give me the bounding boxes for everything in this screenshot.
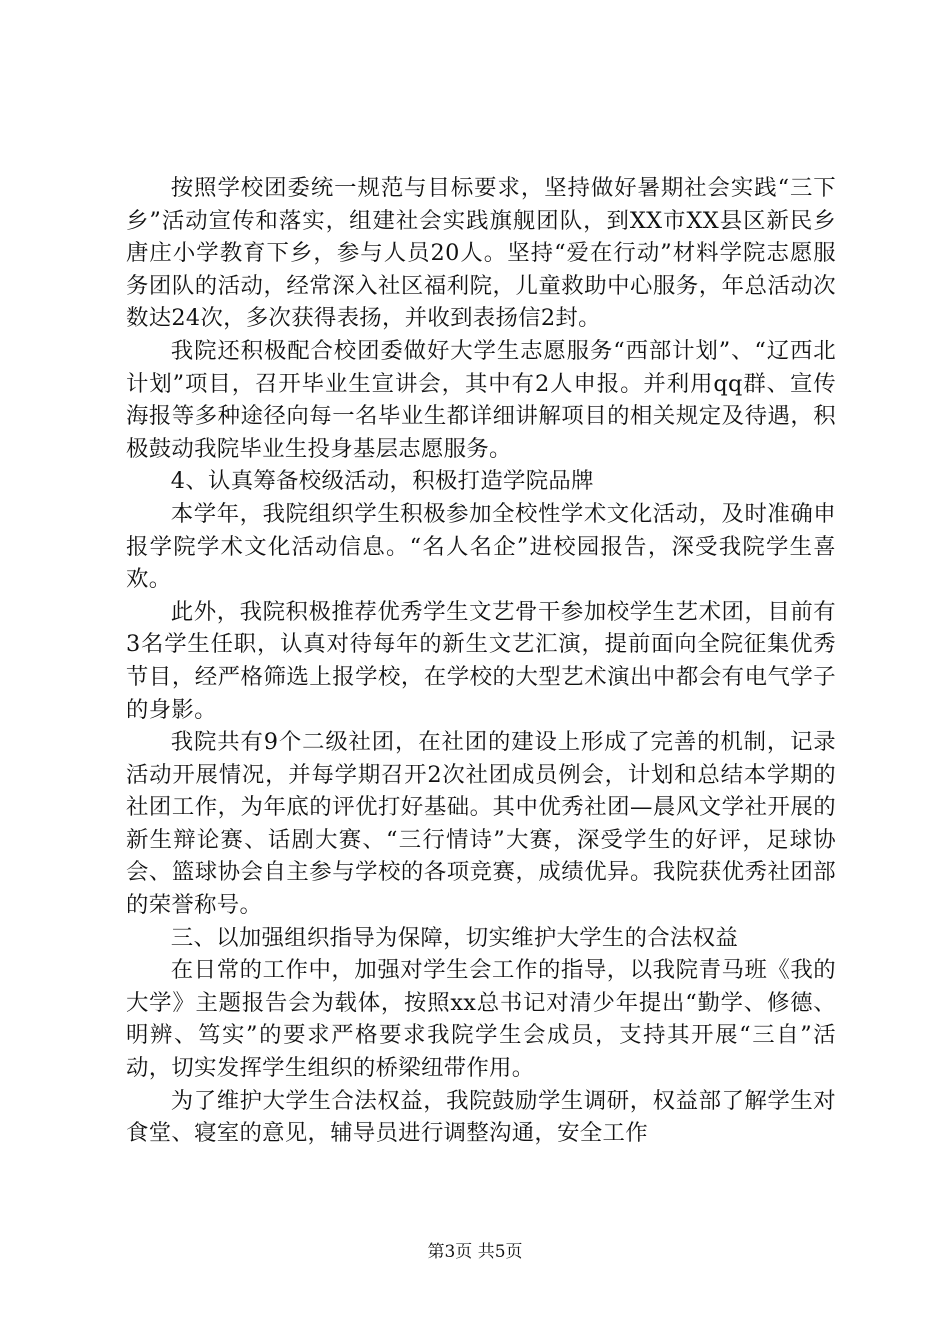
body-text — [126, 172, 836, 1150]
paragraph-6: 在日常的工作中，加强对学生会工作的指导，以我院青马班《我的大学》主题报告会为载体，按照xx总书记对清少年提出“勤学、修德、明辨、笃实”的要求严格要求我院学生会成员，支持其开展“三自”活动，切实发挥学生组织的桥梁纽带作用。 — [126, 957, 836, 1082]
paragraph-3: 本学年，我院组织学生积极参加全校性学术文化活动，及时准确申报学院学术文化活动信息。“名人名企”进校园报告，深受我院学生喜欢。 — [126, 500, 836, 593]
paragraph-2: 我院还积极配合校团委做好大学生志愿服务“西部计划”、“辽西北计划”项目，召开毕业生宣讲会，其中有2人申报。并利用qq群、宣传海报等多种途径向每一名毕业生都详细讲解项目的相关规定及待遇，积极鼓动我院毕业生投身基层志愿服务。 — [126, 337, 836, 462]
section-heading-3: 三、以加强组织指导为保障，切实维护大学生的合法权益 — [170, 924, 739, 951]
paragraph-1: 按照学校团委统一规范与目标要求，坚持做好暑期社会实践“三下乡”活动宣传和落实，组建社会实践旗舰团队，到XX市XX县区新民乡唐庄小学教育下乡，参与人员20人。坚持“爱在行动”材料学院志愿服务团队的活动，经常深入社区福利院，儿童救助中心服务，年总活动次数达24次，多次获得表扬，并收到表扬信2封。 — [126, 175, 836, 332]
section-heading-4: 4、认真筹备校级活动，积极打造学院品牌 — [170, 468, 594, 495]
paragraph-4: 此外，我院积极推荐优秀学生文艺骨干参加校学生艺术团，目前有3名学生任职，认真对待每年的新生文艺汇演，提前面向全院征集优秀节目，经严格筛选上报学校，在学校的大型艺术演出中都会有电气学子的身影。 — [126, 598, 836, 723]
paragraph-7: 为了维护大学生合法权益，我院鼓励学生调研，权益部了解学生对食堂、寝室的意见，辅导员进行调整沟通，安全工作 — [126, 1087, 836, 1147]
page-footer: 第3页 共5页 — [427, 1242, 523, 1262]
paragraph-5: 我院共有9个二级社团，在社团的建设上形成了完善的机制，记录活动开展情况，并每学期召开2次社团成员例会，计划和总结本学期的社团工作，为年底的评优打好基础。其中优秀社团—晨风文学社开展的新生辩论赛、话剧大赛、“三行情诗”大赛，深受学生的好评，足球协会、篮球协会自主参与学校的各项竞赛，成绩优异。我院获优秀社团部的荣誉称号。 — [126, 729, 836, 919]
